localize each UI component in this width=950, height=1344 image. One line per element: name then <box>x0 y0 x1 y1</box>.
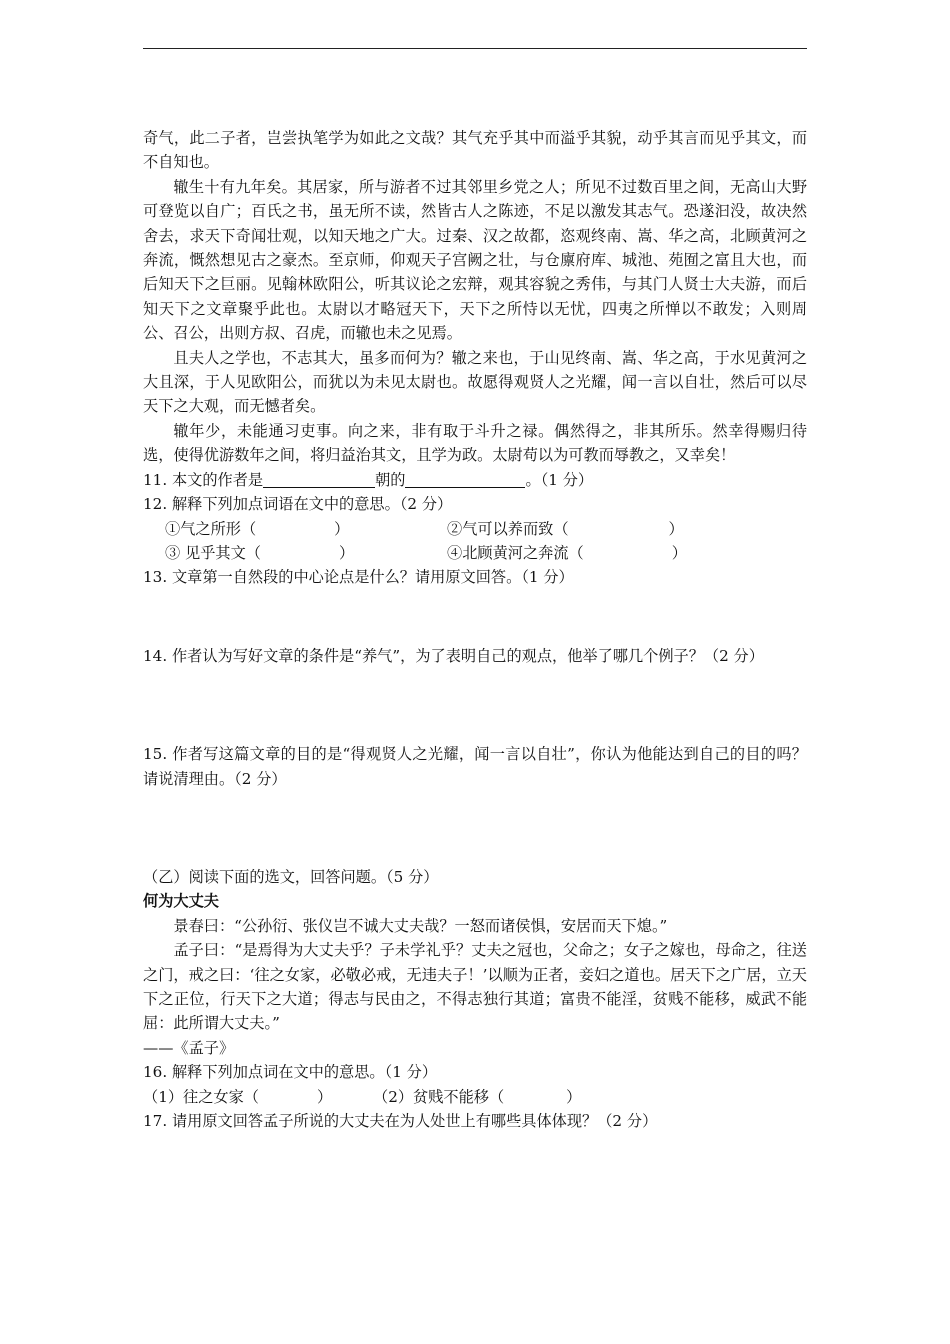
header-rule <box>143 48 807 49</box>
passage-para2: 辙生十有九年矣。其居家，所与游者不过其邻里乡党之人；所见不过数百里之间，无高山大野可登览以自广；百氏之书，虽无所不读，然皆古人之陈迹，不足以激发其志气。恐遂汩没，故决然舍去，求天下奇闻壮观，以知天地之广大。过秦、汉之故都，恣观终南、嵩、华之高，北顾黄河之奔流，慨然想见古之豪杰。至京师，仰观天子宫阙之壮，与仓廪府库、城池、苑囿之富且大也，而后知天下之巨丽。见翰林欧阳公，听其议论之宏辩，观其容貌之秀伟，与其门人贤士大夫游，而后知天下之文章聚乎此也。太尉以才略冠天下，天下之所恃以无忧，四夷之所惮以不敢发；入则周公、召公，出则方叔、召虎，而辙也未之见焉。 <box>143 177 807 343</box>
part-b-para2: 孟子曰：“是焉得为大丈夫乎？子未学礼乎？丈夫之冠也，父命之；女子之嫁也，母命之，往送之门，戒之曰：‘往之女家，必敬必戒，无违夫子！’以顺为正者，妾妇之道也。居天下之广居，立天下之正位，行天下之大道；得志与民由之，不得志独行其道；富贵不能淫，贫贱不能移，威武不能屈：此所谓大丈夫。” <box>143 941 807 1033</box>
question-12-option-4: ④北顾黄河之奔流（ <box>447 543 584 562</box>
part-b-heading: （乙）阅读下面的选文，回答问题。（5 分） <box>143 867 439 886</box>
passage-para1-tail: 奇气，此二子者，岂尝执笔学为如此之文哉？其气充乎其中而溢乎其貌，动乎其言而见乎其文，而不自知也。 <box>143 129 807 172</box>
question-16: 16. 解释下列加点词在文中的意思。（1 分） <box>143 1063 438 1082</box>
paren-close: ） <box>338 543 355 562</box>
answer-space-16-2[interactable] <box>504 1085 566 1109</box>
answer-area-15[interactable] <box>143 791 807 865</box>
answer-blank-dynasty[interactable] <box>263 469 375 488</box>
question-12-options-row1 <box>143 517 807 541</box>
question-13: 13. 文章第一自然段的中心论点是什么？请用原文回答。（1 分） <box>143 568 574 587</box>
part-b-source: ——《孟子》 <box>143 1038 235 1057</box>
question-12-option-2: ②气可以养而致（ <box>447 519 569 538</box>
question-16-options <box>143 1085 807 1109</box>
answer-area-13[interactable] <box>143 590 807 644</box>
question-16-option-2: （2）贫贱不能移（ <box>373 1087 505 1106</box>
question-11-text-a: 11. 本文的作者是 <box>143 470 264 489</box>
question-16-option-1: （1）往之女家（ <box>143 1087 259 1106</box>
answer-space-3[interactable] <box>261 541 339 565</box>
question-17: 17. 请用原文回答孟子所说的大丈夫在为人处世上有哪些具体体现？（2 分） <box>143 1112 658 1130</box>
answer-blank-author[interactable] <box>405 469 525 488</box>
answer-space-2[interactable] <box>569 517 669 541</box>
answer-area-14[interactable] <box>143 668 807 742</box>
passage-para3: 且夫人之学也，不志其大，虽多而何为？辙之来也，于山见终南、嵩、华之高，于水见黄河之大且深，于人见欧阳公，而犹以为未见太尉也。故愿得观贤人之光耀，闻一言以自壮，然后可以尽天下之大观，而无憾者矣。 <box>143 348 807 416</box>
question-11 <box>143 468 807 492</box>
part-b-title: 何为大丈夫 <box>143 892 219 911</box>
question-11-text-b: 朝的 <box>375 470 406 489</box>
question-12-option-1: ①气之所形（ <box>165 519 257 538</box>
paren-close: ） <box>566 1087 582 1106</box>
answer-space-16-1[interactable] <box>259 1085 317 1109</box>
question-11-text-c: 。（1 分） <box>525 470 594 489</box>
document-body <box>143 126 807 1133</box>
paren-close: ） <box>668 519 684 538</box>
question-12-option-3: ③ 见乎其文（ <box>165 543 261 562</box>
paren-close: ） <box>334 519 350 538</box>
question-12-options-row2 <box>143 541 807 565</box>
part-b-para1: 景春曰：“公孙衍、张仪岂不诚大丈夫哉？一怒而诸侯惧，安居而天下熄。” <box>173 916 668 935</box>
answer-space-1[interactable] <box>256 517 334 541</box>
question-12: 12. 解释下列加点词语在文中的意思。（2 分） <box>143 495 453 514</box>
paren-close: ） <box>671 543 687 562</box>
answer-space-4[interactable] <box>584 541 672 565</box>
question-14: 14. 作者认为写好文章的条件是“养气”，为了表明自己的观点，他举了哪几个例子？（2 分） <box>143 646 764 665</box>
question-15: 15. 作者写这篇文章的目的是“得观贤人之光耀，闻一言以自壮”，你认为他能达到自己的目的吗？请说清理由。（2 分） <box>143 745 807 788</box>
passage-para4: 辙年少，未能通习吏事。向之来，非有取于斗升之禄。偶然得之，非其所乐。然幸得赐归待选，使得优游数年之间，将归益治其文，且学为政。太尉苟以为可教而辱教之，又幸矣！ <box>143 421 807 465</box>
paren-close: ） <box>316 1087 333 1106</box>
